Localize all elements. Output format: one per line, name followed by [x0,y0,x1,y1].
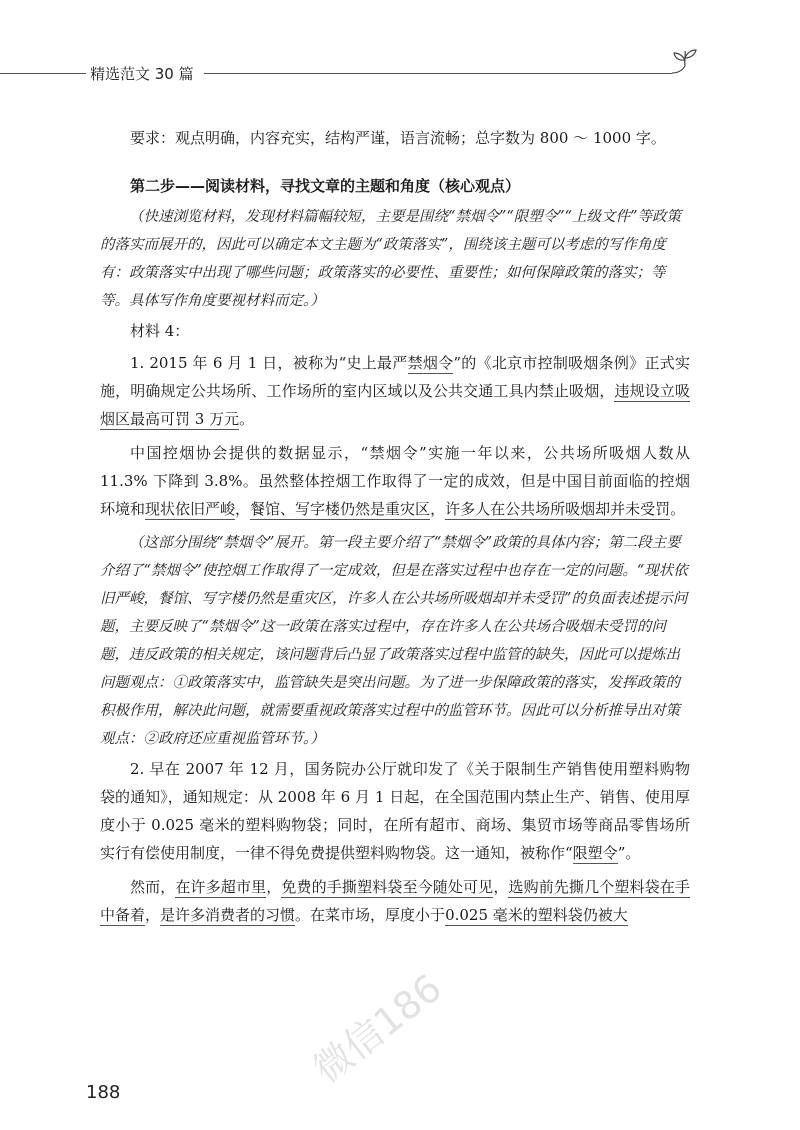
paragraph [100,755,690,867]
underlined-text: 许多人在公共场所吸烟却并未受罚 [445,500,671,518]
underlined-text: 禁烟令 [407,354,454,372]
step-heading: 第二步——阅读材料，寻找文章的主题和角度（核心观点） [130,177,521,195]
text-run: 。在菜市场，厚度小于 [295,906,446,924]
underlined-text: 0.025 毫米的塑料袋仍被大 [445,906,628,924]
underlined-text: 违规设立吸烟区最高可罚 3 万元 [100,382,690,428]
underlined-text: 餐馆、写字楼仍然是重灾区 [250,500,431,518]
text-run: ， [430,500,446,518]
page-content [100,124,690,935]
text-run: ， [266,878,282,896]
paragraph [100,439,690,523]
requirement-text: 要求：观点明确，内容充实，结构严谨，语言流畅；总字数为 800 ～ 1000 字。 [130,129,666,147]
text-run: 。 [670,500,686,518]
text-run: 1. 2015 年 6 月 1 日，被称为“史上最严 [130,354,408,372]
underlined-text: 现状依旧严峻 [145,500,236,518]
analysis-note: （这部分围绕“禁烟令”展开。第一段主要介绍了“禁烟令”政策的具体内容；第二段主要介绍了“禁烟令”使控烟工作取得了一定成效，但是在落实过程中也存在一定的问题。“现状依旧严峻，餐馆、写字楼仍然是重灾区，许多人在公共场所吸烟却并未受罚”的负面表述提示问题，主要反映了“禁烟令”这一政策在落实过程中，存在许多人在公共场合吸烟未受罚的问题，违反政策的相关规定，该问题背后凸显了政策落实过程中监管的缺失，因此可以提炼出问题观点：①政策落实中，监管缺失是突出问题。为了进一步保障政策的落实，发挥政策的积极作用，解决此问题，就需要重视政策落实过程中的监管环节。因此可以分析推导出对策观点：②政府还应重视监管环节。） [100,535,688,747]
underlined-text: 是许多消费者的习惯 [160,906,296,924]
page-number: 188 [86,1082,121,1103]
material-label: 材料 4： [130,322,190,340]
paragraph [100,349,690,433]
underlined-text: 限塑令 [572,844,618,862]
paragraph [100,873,690,929]
underlined-text: 免费的手撕塑料袋至今随处可见 [281,878,494,896]
text-run: 2. 早在 2007 年 12 月，国务院办公厅就印发了《关于限制生产销售使用塑料购物袋的通知》，通知规定：从 2008 年 6 月 1 日起，在全国范围内禁止生产、销售、使用厚度小于 0.025 毫米的塑料购物袋；同时，在所有超市、商场、集贸市场等商品零售场所实行有偿使用制度，一律不得免费提供塑料购物袋。这一通知，被称作“ [100,760,690,862]
analysis-note: （快速浏览材料，发现材料篇幅较短，主要是围绕“禁烟令”“限塑令”“上级文件”等政策的落实而展开的，因此可以确定本文主题为“政策落实”，围绕该主题可以考虑的写作角度有：政策落实中出现了哪些问题；政策落实的必要性、重要性；如何保障政策的落实；等等。具体写作角度要视材料而定。） [100,209,681,309]
text-run: 中国控烟协会提供的数据显示，“禁烟令”实施一年以来，公共场所吸烟人数从 11.3% 下降到 3.8%。虽然整体控烟工作取得了一定的成效，但是中国目前面临的控烟环境和 [100,444,690,518]
running-header-title: 精选范文 30 篇 [90,65,194,83]
underlined-text: 选购前先撕几个塑料袋在手中备着 [100,878,690,924]
text-run: ”的《北京市控制吸烟条例》正式实施，明确规定公共场所、工作场所的室内区域以及公共交通工具内禁止吸烟， [100,354,690,400]
header-rule-right [204,73,672,74]
sprout-icon [668,48,702,78]
underlined-text: 在许多超市里 [175,878,267,896]
text-run: 。 [239,410,255,428]
watermark: 微信186 [305,965,450,1092]
header-rule-left [0,73,86,74]
text-run: ”。 [617,844,641,862]
text-run: ， [145,906,161,924]
text-run: ， [493,878,509,896]
text-run: ， [235,500,251,518]
text-run: 然而， [130,878,176,896]
